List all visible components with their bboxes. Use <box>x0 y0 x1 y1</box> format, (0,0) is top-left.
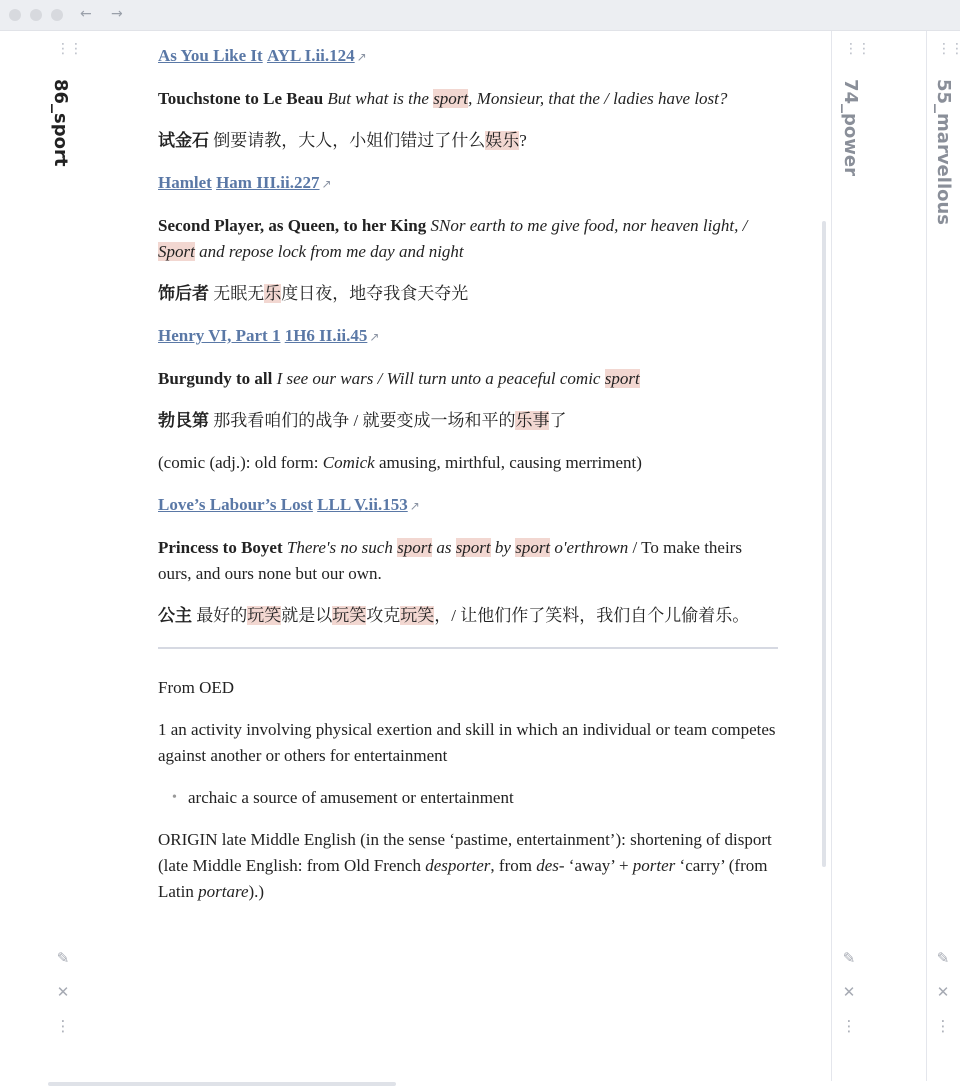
speaker: Touchstone to Le Beau <box>158 89 324 108</box>
speaker: Second Player, as Queen, to her King <box>158 216 427 235</box>
citation <box>158 323 778 350</box>
external-link-icon[interactable]: ↗ <box>356 50 367 64</box>
external-link-icon[interactable]: ↗ <box>369 330 380 344</box>
external-link-icon[interactable]: ↗ <box>321 177 332 191</box>
arrow-right-icon[interactable]: → <box>111 6 123 22</box>
speaker: Burgundy to all <box>158 369 273 388</box>
reference-link[interactable]: AYL I.ii.124 <box>266 46 355 65</box>
oed-heading: From OED <box>158 678 235 697</box>
quote: Burgundy to all I see our wars / Will turn unto a peaceful comic sport <box>158 369 640 388</box>
drag-handle-icon[interactable]: ⋮⋮ <box>937 41 963 57</box>
section-divider <box>158 647 778 649</box>
horizontal-scrollbar[interactable] <box>48 1082 396 1086</box>
more-vertical-icon[interactable]: ⋮ <box>935 1017 951 1035</box>
panel-title: 86_sport <box>50 79 71 167</box>
zh-speaker: 试金石 <box>158 131 209 150</box>
play-link[interactable]: Hamlet <box>158 173 212 192</box>
pencil-icon[interactable]: ✎ <box>842 949 856 967</box>
panel-74-power[interactable] <box>831 31 926 1081</box>
oed-definition: 1 an activity involving physical exertion and skill in which an individual or team competes against another or others for entertainment <box>158 720 776 765</box>
citation <box>158 492 778 519</box>
window-close-dot[interactable] <box>9 9 21 21</box>
highlight: Sport <box>158 242 195 261</box>
panel-55-marvellous[interactable] <box>926 31 963 1081</box>
window-minimize-dot[interactable] <box>30 9 42 21</box>
reference-link[interactable]: LLL V.ii.153 <box>317 495 408 514</box>
play-link[interactable]: Henry VI, Part 1 <box>158 326 281 345</box>
highlight: sport <box>433 89 469 108</box>
quote: Second Player, as Queen, to her King SNor earth to me give food, nor heaven light, / Sport and repose lock from me day and night <box>158 216 748 261</box>
highlight: 玩笑 <box>247 606 282 625</box>
more-vertical-icon[interactable]: ⋮ <box>841 1017 857 1035</box>
close-icon[interactable]: ✕ <box>936 983 950 1001</box>
highlight: 乐事 <box>515 411 550 430</box>
window-maximize-dot[interactable] <box>51 9 63 21</box>
translation: 饰后者 无眠无乐度日夜，地夺我食天夺光 <box>158 284 469 303</box>
highlight: sport <box>604 369 640 388</box>
highlight: 玩笑 <box>400 606 435 625</box>
citation <box>158 170 778 197</box>
entry-content <box>158 43 778 921</box>
play-link[interactable]: Love’s Labour’s Lost <box>158 495 313 514</box>
quote: Princess to Boyet There's no such sport as sport by sport o'erthrown / To make theirs ours, and ours none but our own. <box>158 538 742 583</box>
translation: 勃艮第 那我看咱们的战争 / 就要变成一场和平的乐事了 <box>158 411 567 430</box>
external-link-icon[interactable]: ↗ <box>409 499 420 513</box>
panel-title[interactable]: 74_power <box>840 79 861 177</box>
highlight: 玩笑 <box>332 606 367 625</box>
panel-86-sport <box>0 31 831 1081</box>
highlight: sport <box>397 538 433 557</box>
highlight: sport <box>515 538 551 557</box>
reference-link[interactable]: Ham III.ii.227 <box>216 173 320 192</box>
reference-link[interactable]: 1H6 II.ii.45 <box>284 326 368 345</box>
citation <box>158 43 778 70</box>
zh-speaker: 饰后者 <box>158 284 209 303</box>
window-titlebar <box>0 0 960 31</box>
quote: Touchstone to Le Beau But what is the sport, Monsieur, that the / ladies have lost? <box>158 89 728 108</box>
gloss-note: (comic (adj.): old form: Comick amusing, mirthful, causing merriment) <box>158 453 642 472</box>
drag-handle-icon[interactable]: ⋮⋮ <box>844 41 870 57</box>
highlight: 娱乐 <box>485 131 520 150</box>
close-icon[interactable]: ✕ <box>56 983 70 1001</box>
more-vertical-icon[interactable]: ⋮ <box>55 1017 71 1035</box>
zh-speaker: 公主 <box>158 606 192 625</box>
play-link[interactable]: As You Like It <box>158 46 263 65</box>
pencil-icon[interactable]: ✎ <box>936 949 950 967</box>
oed-origin: ORIGIN late Middle English (in the sense ‘pastime, entertainment’): shortening of disport (late Middle English: from Old French desporter, from des- ‘away’ + porter ‘carry’ (from Latin portare).) <box>158 830 772 901</box>
speaker: Princess to Boyet <box>158 538 283 557</box>
oed-bullet: • archaic a source of amusement or entertainment <box>158 785 778 811</box>
panel-title[interactable]: 55_marvellous <box>933 79 954 226</box>
highlight: 乐 <box>264 284 282 303</box>
arrow-left-icon[interactable]: ← <box>80 6 92 22</box>
highlight: sport <box>455 538 491 557</box>
close-icon[interactable]: ✕ <box>842 983 856 1001</box>
zh-speaker: 勃艮第 <box>158 411 209 430</box>
vertical-scrollbar[interactable] <box>822 221 826 867</box>
pencil-icon[interactable]: ✎ <box>56 949 70 967</box>
translation: 试金石 倒要请教，大人，小姐们错过了什么娱乐? <box>158 131 527 150</box>
drag-handle-icon[interactable]: ⋮⋮ <box>56 41 82 57</box>
translation: 公主 最好的玩笑就是以玩笑攻克玩笑，/ 让他们作了笑料，我们自个儿偷着乐。 <box>158 606 750 625</box>
